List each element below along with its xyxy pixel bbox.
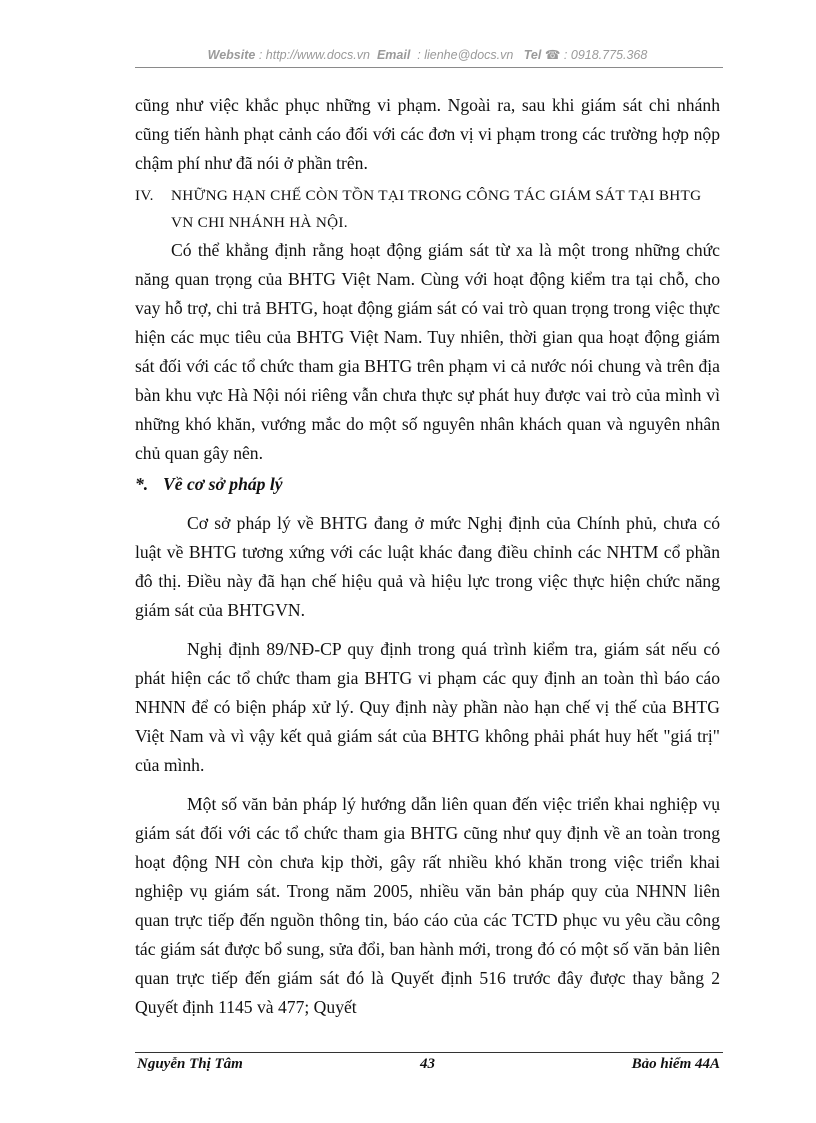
- section-title: NHỮNG HẠN CHẾ CÒN TỒN TẠI TRONG CÔNG TÁC GIÁM SÁT TẠI BHTG VN CHI NHÁNH HÀ NỘI.: [171, 187, 702, 231]
- header-divider: [135, 67, 723, 68]
- page-footer: [135, 1056, 720, 1076]
- subsection-heading: [135, 470, 720, 499]
- tel-value: : 0918.775.368: [563, 48, 648, 62]
- website-label: Website: [207, 48, 256, 62]
- paragraph-2: Có thể khẳng định rằng hoạt động giám sát từ xa là một trong những chức năng quan trọng của BHTG Việt Nam. Cùng với hoạt động kiểm tra tại chỗ, cho vay hỗ trợ, chi trả BHTG, hoạt động giám sát có vai trò quan trọng trong việc thực hiện các mục tiêu của BHTG Việt Nam. Tuy nhiên, thời gian qua hoạt động giám sát đối với các tổ chức tham gia BHTG trên phạm vi cả nước nói chung và trên địa bàn khu vực Hà Nội nói riêng vẫn chưa thực sự phát huy được vai trò của mình vì những khó khăn, vướng mắc do một số nguyên nhân khách quan và nguyên nhân chủ quan gây nên.: [135, 240, 720, 463]
- paragraph-1: cũng như việc khắc phục những vi phạm. Ngoài ra, sau khi giám sát chi nhánh cũng tiến hành phạt cảnh cáo đối với các đơn vị vi phạm trong các trường hợp nộp chậm phí như đã nói ở phần trên.: [135, 95, 720, 173]
- website-value: : http://www.docs.vn: [258, 48, 370, 62]
- subsection-title: Về cơ sở pháp lý: [163, 474, 283, 494]
- tel-label: Tel: [523, 48, 542, 62]
- section-heading: [135, 182, 720, 236]
- email-value: : lienhe@docs.vn: [417, 48, 514, 62]
- document-body: [135, 91, 720, 1022]
- phone-icon: ☎: [544, 48, 561, 62]
- footer-class: Bảo hiểm 44A: [631, 1056, 720, 1072]
- paragraph-3: Cơ sở pháp lý về BHTG đang ở mức Nghị định của Chính phủ, chưa có luật về BHTG tương xứng với các luật khác đang điều chỉnh các NHTM cổ phần đô thị. Điều này đã hạn chế hiệu quả và hiệu lực trong việc thực hiện chức năng giám sát của BHTGVN.: [135, 513, 720, 620]
- footer-page-number: 43: [420, 1056, 435, 1072]
- footer-divider: [135, 1052, 723, 1053]
- page-header: [135, 47, 720, 62]
- email-label: Email: [376, 48, 411, 62]
- subsection-bullet: *.: [135, 474, 149, 494]
- footer-author: Nguyễn Thị Tâm: [137, 1056, 243, 1072]
- paragraph-4: Nghị định 89/NĐ-CP quy định trong quá trình kiểm tra, giám sát nếu có phát hiện các tổ chức tham gia BHTG vi phạm các quy định an toàn thì báo cáo NHNN để có biện pháp xử lý. Quy định này phần nào hạn chế vị thế của BHTG Việt Nam và vì vậy kết quả giám sát của BHTG không phải phát huy hết "giá trị" của mình.: [135, 639, 720, 775]
- section-number: IV.: [135, 187, 154, 204]
- paragraph-5: Một số văn bản pháp lý hướng dẫn liên quan đến việc triển khai nghiệp vụ giám sát đối với các tổ chức tham gia BHTG cũng như quy định về an toàn trong hoạt động NH còn chưa kịp thời, gây rất nhiều khó khăn trong việc triển khai nghiệp vụ giám sát. Trong năm 2005, nhiều văn bản pháp quy của NHNN liên quan trực tiếp đến nguồn thông tin, báo cáo của các TCTD phục vu yêu cầu công tác giám sát được bổ sung, sửa đổi, ban hành mới, trong đó có một số văn bản liên quan trực tiếp đến giám sát đó là Quyết định 516 trước đây được thay bằng 2 Quyết định 1145 và 477; Quyết: [135, 794, 720, 1017]
